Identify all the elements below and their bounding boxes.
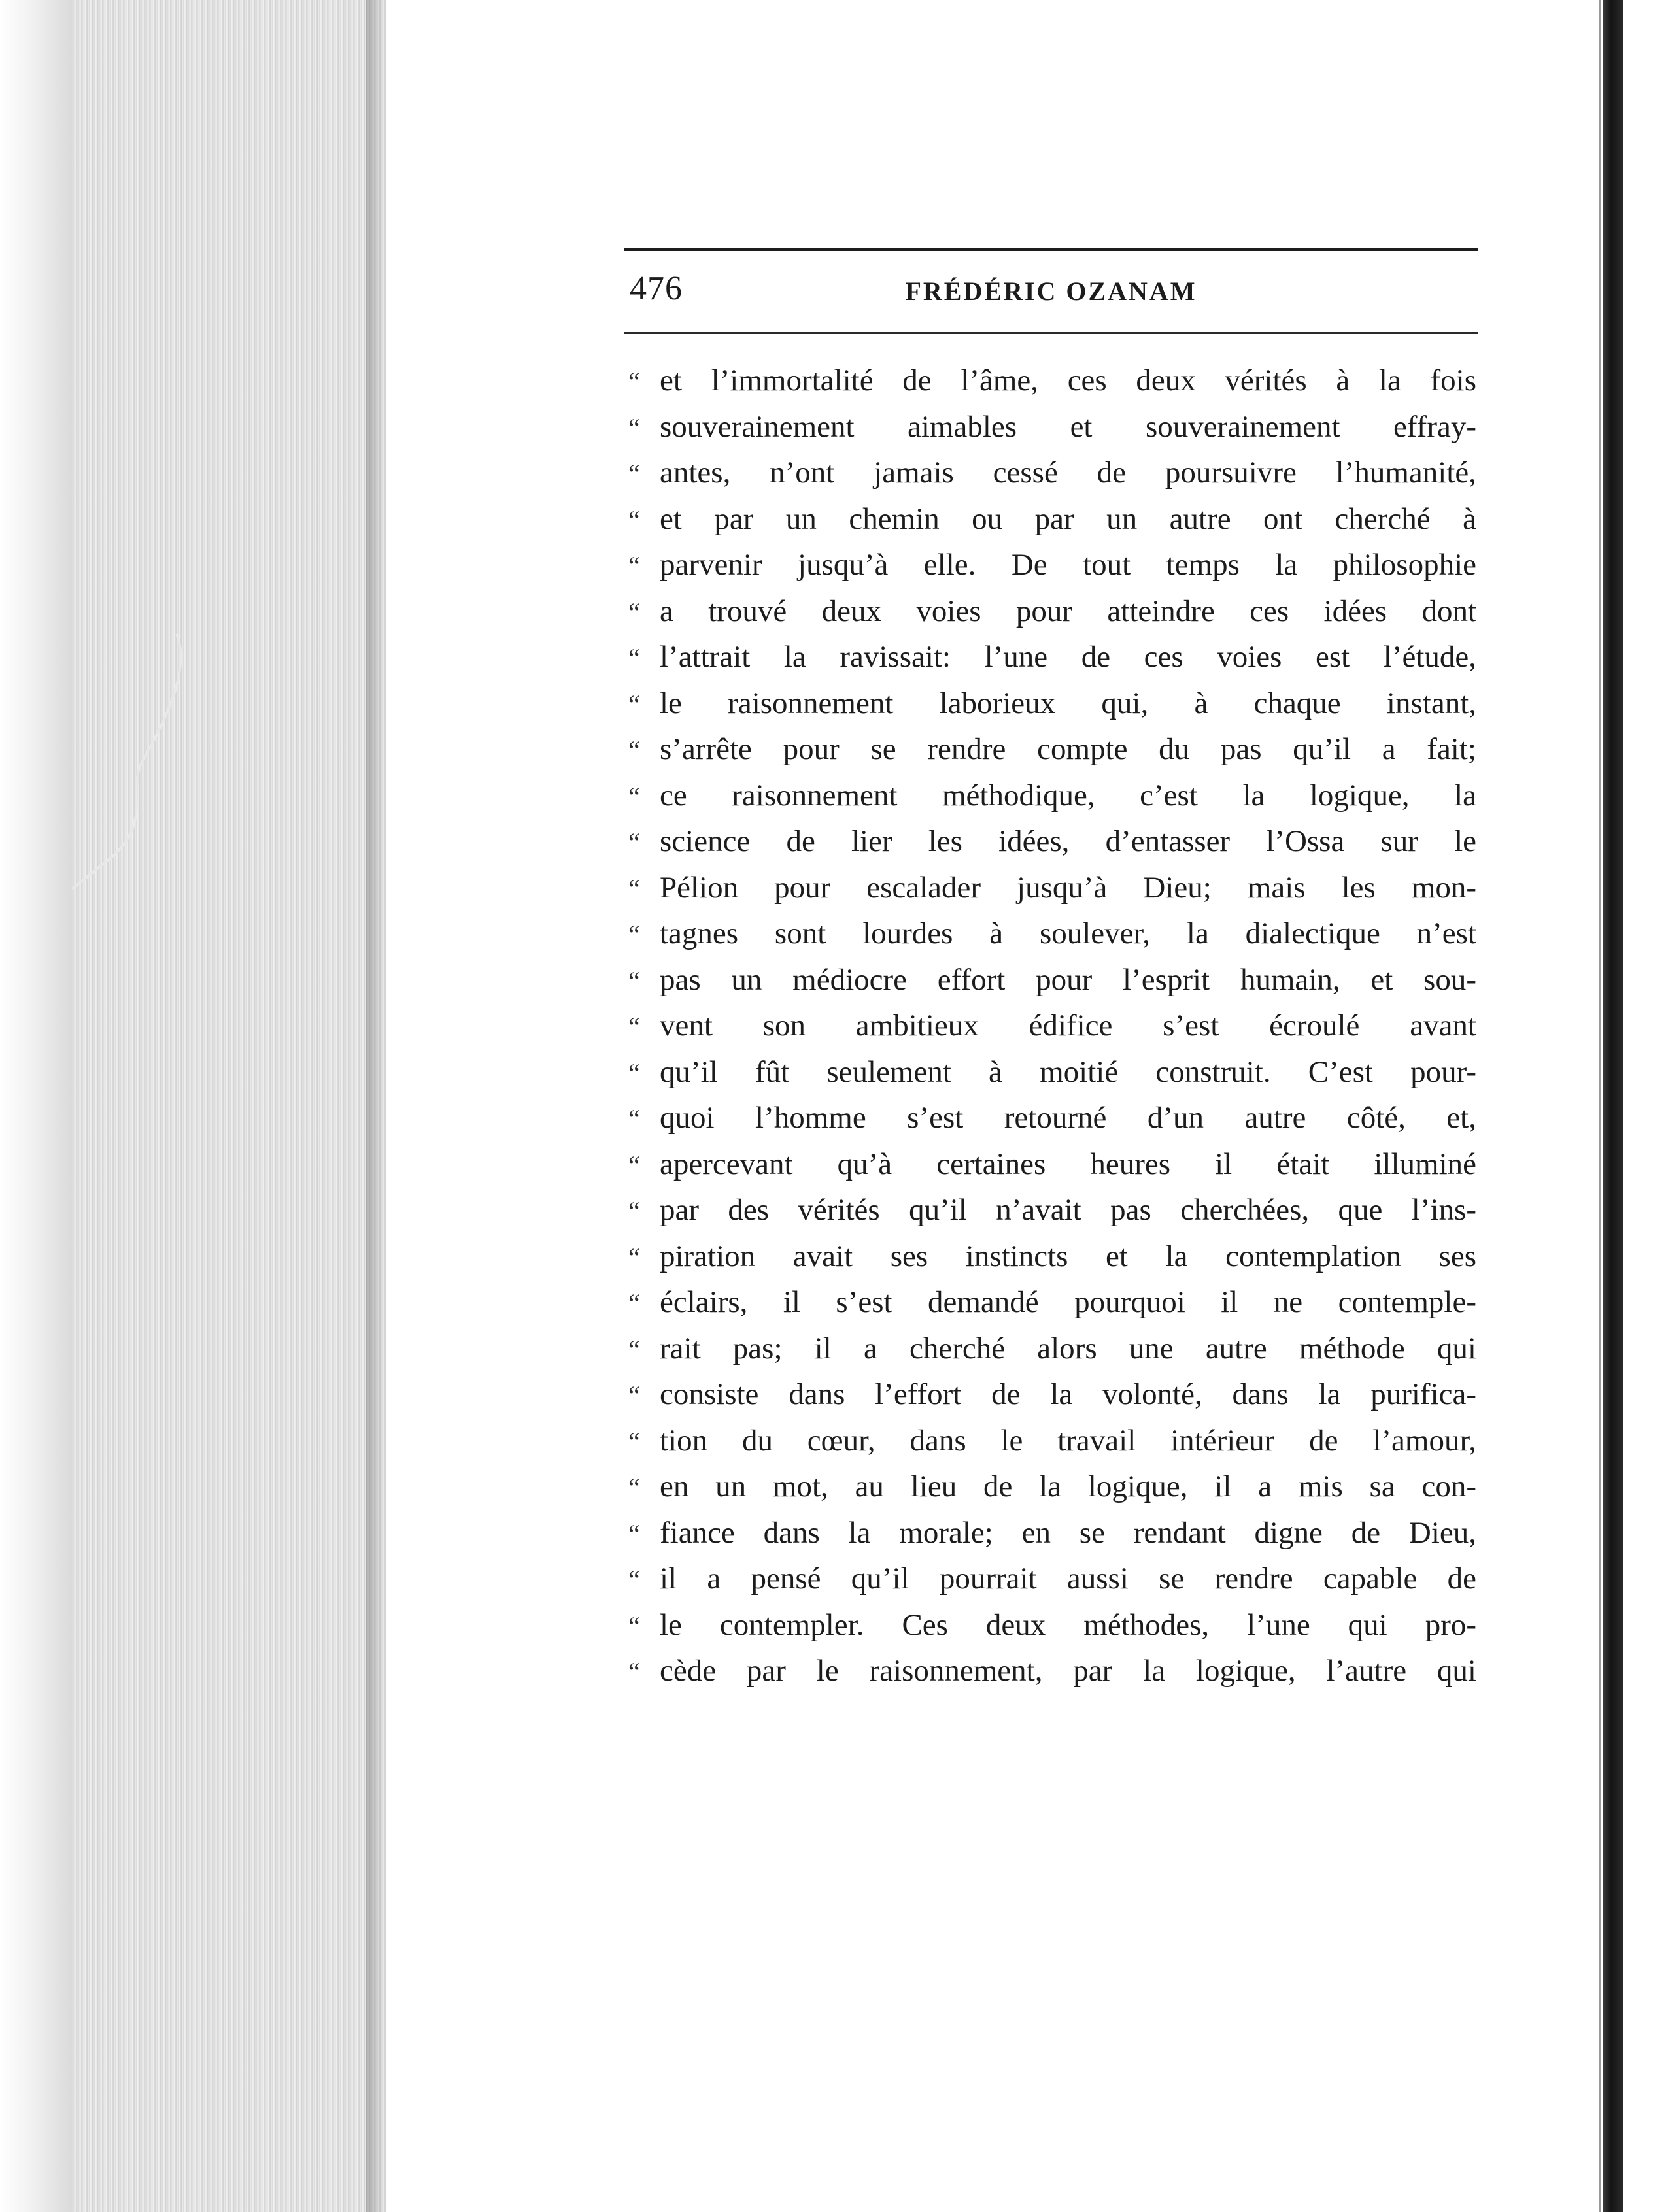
opening-quote-mark: “ [628,1104,640,1133]
header-rule-bottom [624,332,1478,334]
text-line [624,865,1478,911]
line-text: et l’immortalité de l’âme, ces deux vérités à la fois [660,363,1476,397]
opening-quote-mark: “ [628,1058,640,1088]
opening-quote-mark: “ [628,459,640,488]
opening-quote-mark: “ [628,1381,640,1410]
binding-edge-dark [1603,0,1623,2212]
opening-quote-mark: “ [628,1334,640,1364]
text-line [624,404,1478,450]
opening-quote-mark: “ [628,689,640,719]
text-line [624,1049,1478,1096]
line-text: en un mot, au lieu de la logique, il a mis sa con- [660,1469,1476,1503]
line-text: souverainement aimables et souverainement effray- [660,409,1476,444]
opening-quote-mark: “ [628,1242,640,1272]
opening-quote-mark: “ [628,412,640,443]
text-line [624,726,1478,773]
binding-edge-line [1599,0,1601,2212]
gutter-shadow [366,0,386,2212]
text-line [624,818,1478,865]
running-title: FRÉDÉRIC OZANAM [905,276,1197,306]
opening-quote-mark: “ [628,505,640,535]
opening-quote-mark: “ [628,1611,640,1641]
opening-quote-mark: “ [628,1196,640,1226]
line-text: tion du cœur, dans le travail intérieur de l’amour, [660,1423,1476,1458]
line-text: consiste dans l’effort de la volonté, dans la purifica- [660,1377,1476,1411]
opening-quote-mark: “ [628,597,640,627]
opening-quote-mark: “ [628,1565,640,1594]
opening-quote-mark: “ [628,735,640,765]
text-line [624,1371,1478,1418]
line-text: et par un chemin ou par un autre ont cherché à [660,501,1476,536]
text-line [624,1602,1478,1649]
opening-quote-mark: “ [628,828,640,857]
line-text: pas un médiocre effort pour l’esprit humain, et sou- [660,962,1476,997]
line-text: cède par le raisonnement, par la logique, l’autre qui [660,1654,1476,1688]
text-line [624,1418,1478,1464]
text-line [624,1510,1478,1556]
line-text: apercevant qu’à certaines heures il était illuminé [660,1147,1476,1181]
line-text: quoi l’homme s’est retourné d’un autre côté, et, [660,1101,1476,1135]
line-text: éclairs, il s’est demandé pourquoi il ne contemple- [660,1285,1476,1319]
text-line [624,680,1478,727]
page-text-block [624,248,1478,1694]
opening-quote-mark: “ [628,1518,640,1549]
opening-quote-mark: “ [628,781,640,811]
text-line [624,1648,1478,1694]
line-text: science de lier les idées, d’entasser l’Ossa sur le [660,824,1476,858]
text-line [624,1326,1478,1372]
opening-quote-mark: “ [628,873,640,903]
opening-quote-mark: “ [628,965,640,996]
line-text: parvenir jusqu’à elle. De tout temps la philosophie [660,548,1476,582]
line-text: le contempler. Ces deux méthodes, l’une qui pro- [660,1607,1476,1642]
opening-quote-mark: “ [628,643,640,673]
header-rule-top [624,248,1478,251]
book-outer-edge [0,0,72,2212]
line-text: l’attrait la ravissait: l’une de ces voies est l’étude, [660,640,1476,674]
text-line [624,1141,1478,1188]
opening-quote-mark: “ [628,1473,640,1502]
text-line [624,773,1478,819]
line-text: vent son ambitieux édifice s’est écroulé avant [660,1009,1476,1043]
opening-quote-mark: “ [628,1150,640,1180]
line-text: le raisonnement laborieux qui, à chaque instant, [660,686,1476,720]
text-line [624,911,1478,957]
text-line [624,957,1478,1003]
text-line [624,1279,1478,1326]
opening-quote-mark: “ [628,367,640,396]
line-text: par des vérités qu’il n’avait pas cherchées, que l’ins- [660,1193,1476,1227]
page-number: 476 [630,270,683,307]
line-text: Pélion pour escalader jusqu’à Dieu; mais les mon- [660,870,1476,905]
opening-quote-mark: “ [628,551,640,580]
stray-pencil-mark [65,628,190,902]
opening-quote-mark: “ [628,1012,640,1041]
line-text: fiance dans la morale; en se rendant digne de Dieu, [660,1515,1476,1550]
text-line [624,1095,1478,1141]
text-line [624,1556,1478,1602]
line-text: qu’il fût seulement à moitié construit. C’est pour- [660,1054,1476,1089]
line-text: a trouvé deux voies pour atteindre ces idées dont [660,594,1476,628]
opening-quote-mark: “ [628,920,640,949]
line-text: il a pensé qu’il pourrait aussi se rendre capable de [660,1562,1476,1596]
text-line [624,1187,1478,1233]
text-line [624,542,1478,588]
opening-quote-mark: “ [628,1288,640,1318]
line-text: antes, n’ont jamais cessé de poursuivre l’humanité, [660,456,1476,490]
text-line [624,450,1478,496]
line-text: tagnes sont lourdes à soulever, la dialectique n’est [660,916,1476,950]
text-line [624,634,1478,680]
running-head [624,269,1478,309]
text-line [624,358,1478,404]
line-text: rait pas; il a cherché alors une autre méthode qui [660,1331,1476,1366]
text-line [624,1003,1478,1049]
text-line [624,588,1478,635]
quoted-passage [624,358,1478,1694]
text-line [624,1233,1478,1280]
opening-quote-mark: “ [628,1657,640,1686]
opening-quote-mark: “ [628,1426,640,1456]
text-line [624,496,1478,543]
text-line [624,1464,1478,1510]
line-text: ce raisonnement méthodique, c’est la logique, la [660,778,1476,813]
line-text: piration avait ses instincts et la contemplation ses [660,1239,1476,1273]
line-text: s’arrête pour se rendre compte du pas qu’il a fait; [660,732,1476,766]
